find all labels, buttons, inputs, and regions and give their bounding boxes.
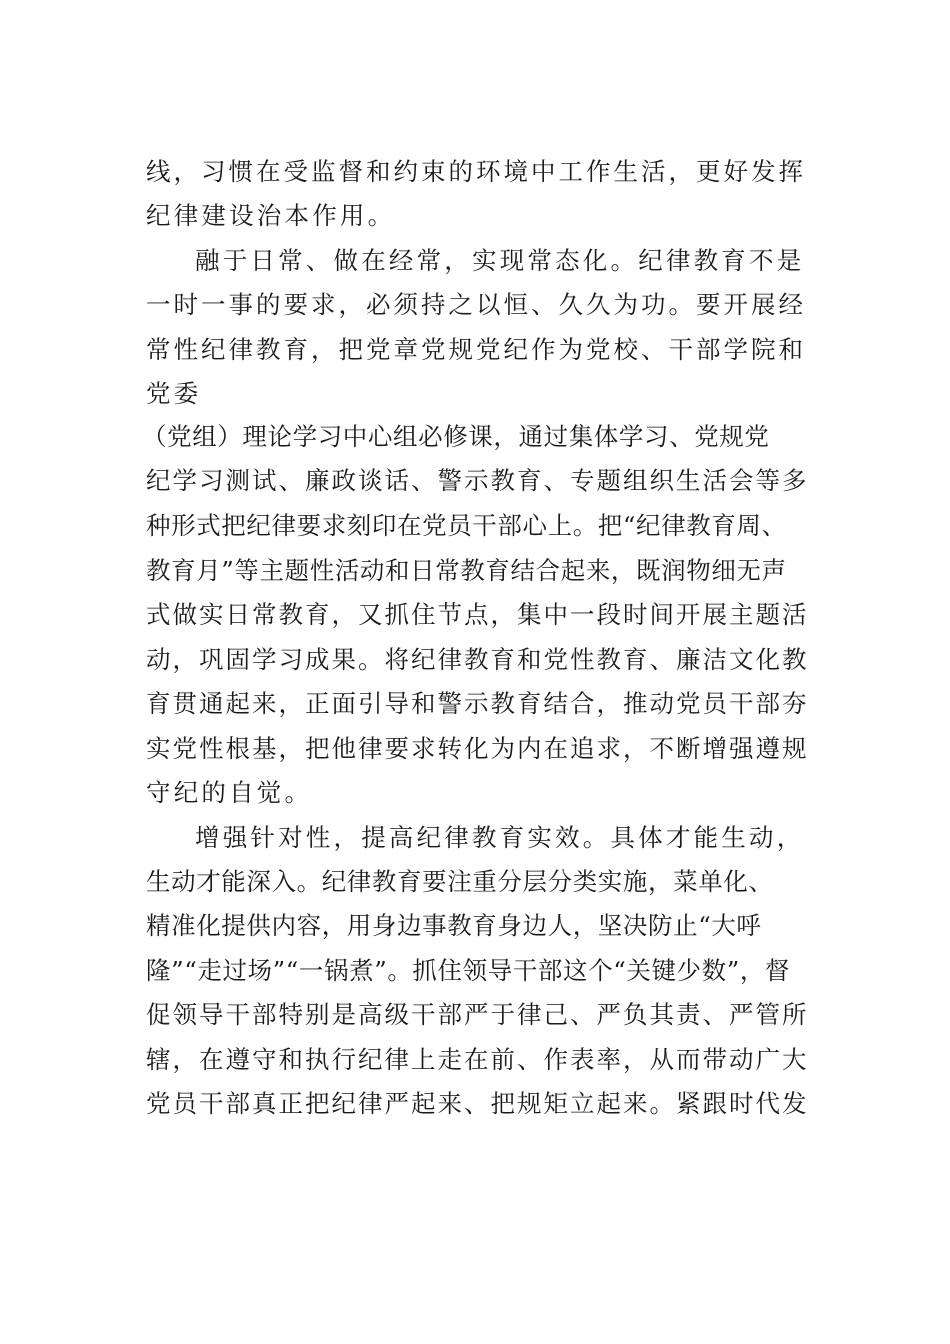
text-line: 常性纪律教育，把党章党规党纪作为党校、干部学院和 bbox=[146, 335, 806, 364]
text-line: 促领导干部特别是高级干部严于律己、严负其责、严管所 bbox=[146, 1000, 809, 1029]
paragraph-first-line: 增强针对性，提高纪律教育实效。具体才能生动， bbox=[195, 823, 805, 852]
text-line: 动，巩固学习成果。将纪律教育和党性教育、廉洁文化教 bbox=[146, 645, 809, 674]
text-line: 隆”“走过场”“一锅煮”。抓住领导干部这个“关键少数”，督 bbox=[146, 956, 791, 985]
text-line: 教育月”等主题性活动和日常教育结合起来，既润物细无声 bbox=[146, 556, 787, 585]
text-line: 种形式把纪律要求刻印在党员干部心上。把“纪律教育周、 bbox=[146, 511, 787, 540]
text-line: 党员干部真正把纪律严起来、把规矩立起来。紧跟时代发 bbox=[146, 1089, 809, 1118]
text-line: 实党性根基，把他律要求转化为内在追求，不断增强遵规 bbox=[146, 734, 809, 763]
text-line: 纪律建设治本作用。 bbox=[146, 201, 396, 230]
text-line: 一时一事的要求，必须持之以恒、久久为功。要开展经 bbox=[146, 290, 806, 319]
text-line: 精准化提供内容，用身边事教育身边人，坚决防止“大呼 bbox=[146, 911, 762, 940]
text-line: 式做实日常教育，又抓住节点，集中一段时间开展主题活 bbox=[146, 600, 809, 629]
text-line: 线，习惯在受监督和约束的环境中工作生活，更好发挥 bbox=[146, 157, 806, 186]
text-line: 党委 bbox=[146, 379, 202, 408]
text-line: 辖，在遵守和执行纪律上走在前、作表率，从而带动广大 bbox=[146, 1045, 809, 1074]
text-line: （党组）理论学习中心组必修课，通过集体学习、党规党 bbox=[142, 422, 770, 451]
text-line: 育贯通起来，正面引导和警示教育结合，推动党员干部夯 bbox=[146, 689, 809, 718]
text-line: 纪学习测试、廉政谈话、警示教育、专题组织生活会等多 bbox=[146, 466, 809, 495]
text-line: 生动才能深入。纪律教育要注重分层分类实施，菜单化、 bbox=[146, 867, 774, 896]
text-line: 守纪的自觉。 bbox=[146, 778, 313, 807]
paragraph-first-line: 融于日常、做在经常，实现常态化。纪律教育不是 bbox=[195, 246, 805, 275]
